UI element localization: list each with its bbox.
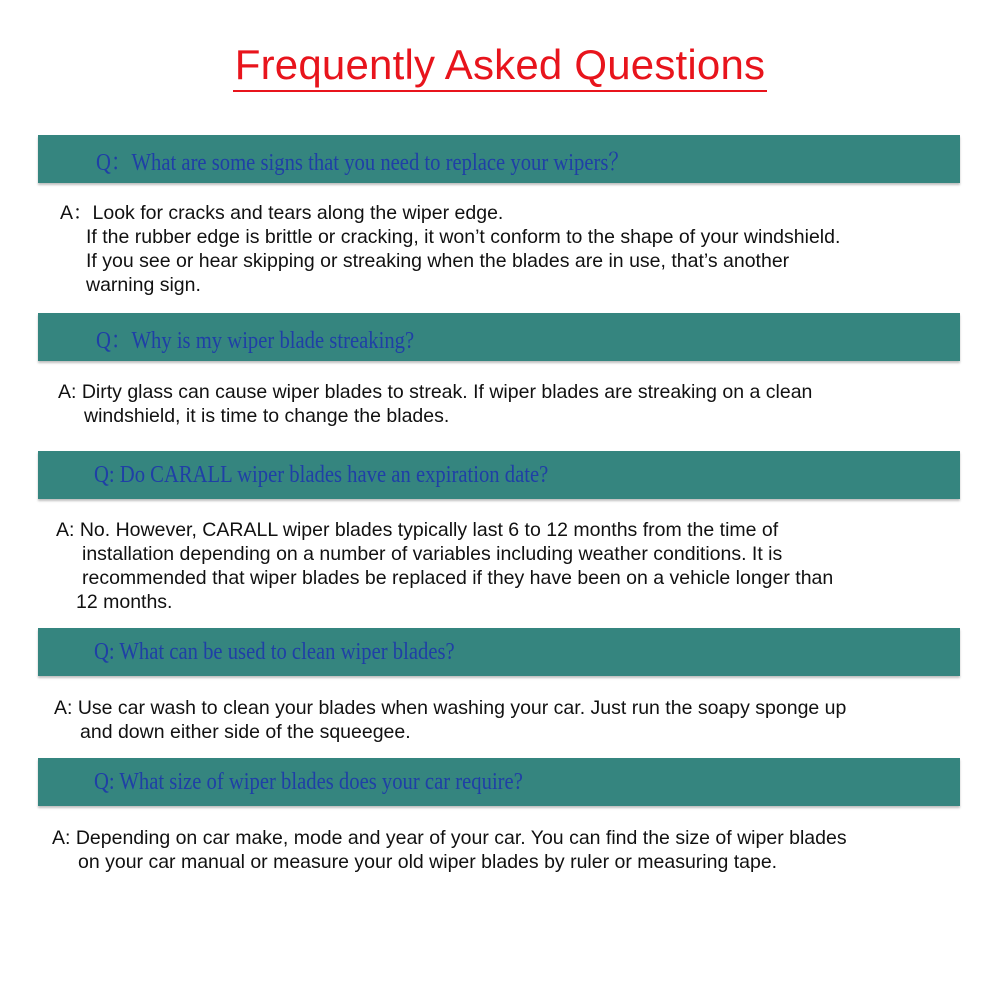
faq-answer-2-line-1: A: Dirty glass can cause wiper blades to streak. If wiper blades are streaking on a clean xyxy=(58,381,813,403)
faq-question-bar-4 xyxy=(38,628,960,676)
faq-answer-4-line-1: A: Use car wash to clean your blades when washing your car. Just run the soapy sponge up xyxy=(54,697,847,719)
faq-answer-1 xyxy=(60,201,840,297)
faq-answer-3-line-2: installation depending on a number of variables including weather conditions. It is xyxy=(82,543,783,565)
faq-question-bar-5 xyxy=(38,758,960,806)
faq-question-4: Q: What can be used to clean wiper blades? xyxy=(94,638,455,665)
faq-answer-4-line-2: and down either side of the squeegee. xyxy=(80,721,411,743)
faq-question-1: Q：What are some signs that you need to replace your wipers？ xyxy=(96,149,630,176)
faq-answer-5 xyxy=(52,826,847,874)
page-title: Frequently Asked Questions xyxy=(233,40,768,92)
faq-answer-3-line-1: A: No. However, CARALL wiper blades typically last 6 to 12 months from the time of xyxy=(56,519,779,541)
faq-question-3: Q: Do CARALL wiper blades have an expiration date? xyxy=(94,461,549,488)
faq-answer-2 xyxy=(58,380,812,428)
faq-question-2: Q：Why is my wiper blade streaking? xyxy=(96,327,415,354)
faq-answer-5-line-1: A: Depending on car make, mode and year of your car. You can find the size of wiper blades xyxy=(52,827,847,849)
faq-answer-3 xyxy=(56,518,833,614)
faq-answer-1-line-2: If the rubber edge is brittle or cracking, it won’t conform to the shape of your windshield. xyxy=(86,226,841,248)
faq-answer-4 xyxy=(54,696,846,744)
faq-answer-1-line-4: warning sign. xyxy=(86,274,201,296)
faq-question-bar-1 xyxy=(38,135,960,183)
faq-answer-2-line-2: windshield, it is time to change the blades. xyxy=(84,405,450,427)
faq-answer-3-line-4: 12 months. xyxy=(76,591,173,613)
faq-question-bar-2 xyxy=(38,313,960,361)
faq-question-bar-3 xyxy=(38,451,960,499)
faq-answer-5-line-2: on your car manual or measure your old wiper blades by ruler or measuring tape. xyxy=(78,851,778,873)
page-title-wrap xyxy=(0,40,1000,92)
faq-answer-1-line-1: A：Look for cracks and tears along the wiper edge. xyxy=(60,202,504,224)
faq-answer-1-line-3: If you see or hear skipping or streaking when the blades are in use, that’s another xyxy=(86,250,790,272)
faq-question-5: Q: What size of wiper blades does your car require? xyxy=(94,768,523,795)
faq-answer-3-line-3: recommended that wiper blades be replaced if they have been on a vehicle longer than xyxy=(82,567,834,589)
